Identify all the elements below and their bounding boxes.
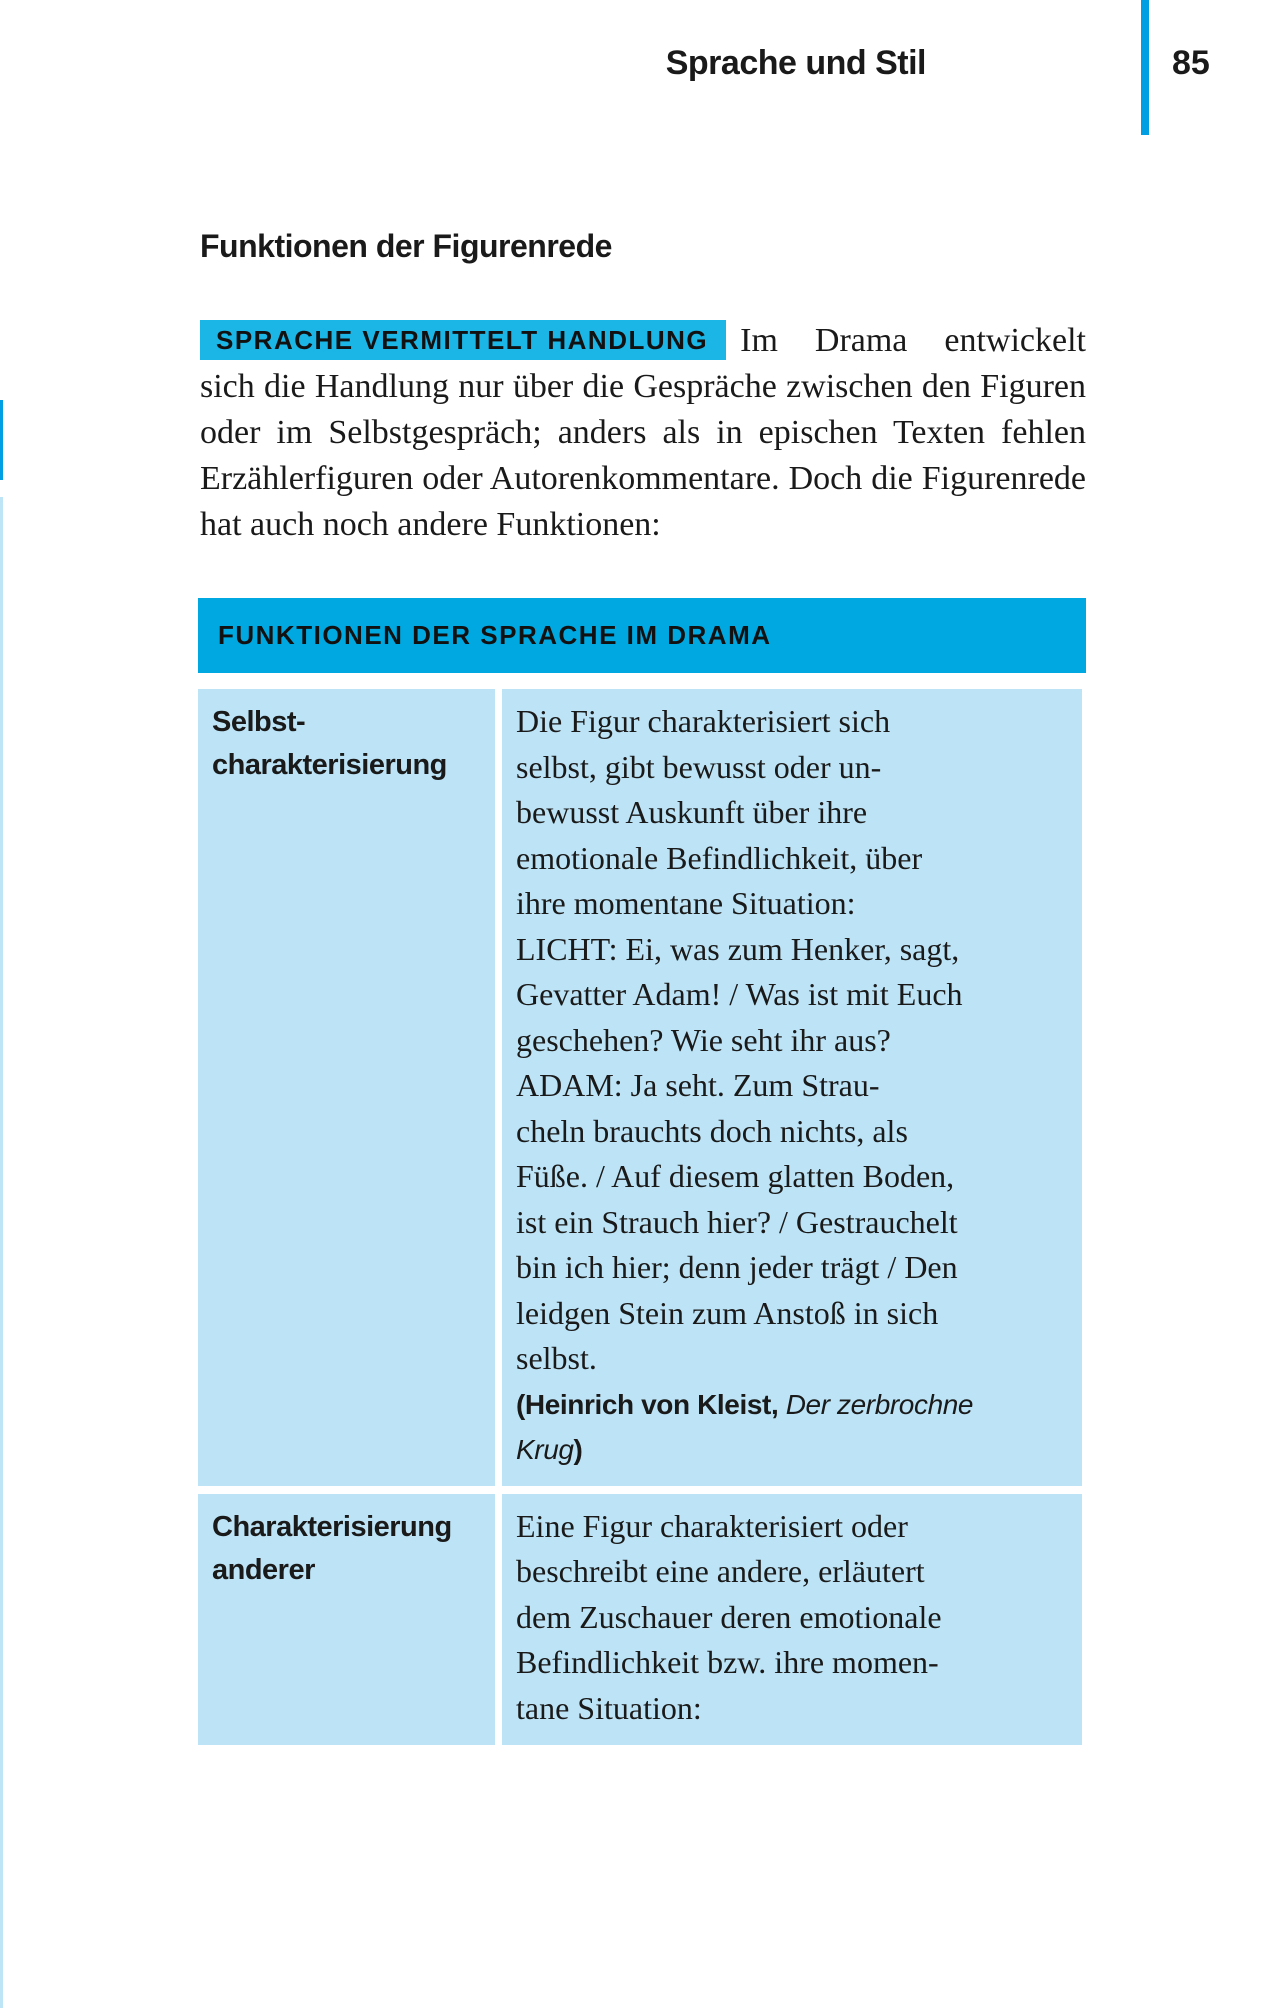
citation-author: (Heinrich von Kleist, (516, 1388, 786, 1420)
description-line: bewusst Auskunft über ihre (516, 794, 868, 830)
description-line: ihre momentane Situation: (516, 885, 856, 921)
description-line: emotionale Befindlichkeit, über (516, 839, 923, 876)
description-line: tane Situation: (516, 1689, 702, 1726)
quote-line: LICHT: Ei, was zum Henker, sagt, (516, 930, 960, 967)
functions-table (198, 598, 1086, 1745)
table-title: FUNKTIONEN DER SPRACHE IM DRAMA (198, 598, 1086, 673)
description-cell (502, 689, 1082, 1486)
table-row (198, 689, 1086, 1486)
description-line: Befindlichkeit bzw. ihre momen- (516, 1644, 939, 1680)
intro-tag: SPRACHE VERMITTELT HANDLUNG (200, 320, 726, 360)
quote-line: cheln brauchts doch nichts, als (516, 1112, 908, 1149)
quote-line: bin ich hier; denn jeder trägt / Den (516, 1249, 958, 1285)
term-cell (198, 1494, 495, 1746)
quote-line: selbst. (516, 1340, 597, 1376)
header-accent-rule (1141, 0, 1149, 135)
quote-line: geschehen? Wie seht ihr aus? (516, 1021, 891, 1058)
description-line: beschreibt eine andere, erläutert (516, 1553, 925, 1589)
quote-line: ist ein Strauch hier? / Gestrauchelt (516, 1203, 958, 1240)
term-line: charakterisierung (212, 749, 447, 781)
quote-line: ADAM: Ja seht. Zum Strau- (516, 1067, 880, 1103)
citation-work: Der zerbrochne (785, 1388, 974, 1420)
description-line: dem Zuschauer deren emotionale (516, 1598, 942, 1635)
running-title: Sprache und Stil (665, 44, 926, 82)
quote-line: leidgen Stein zum Anstoß in sich (516, 1294, 939, 1331)
intro-paragraph (200, 318, 1086, 548)
margin-light-bar (0, 497, 3, 2008)
term-line: Charakterisierung (212, 1510, 452, 1543)
section-heading: Funktionen der Figurenrede (200, 228, 612, 264)
quote-line: Füße. / Auf diesem glatten Boden, (516, 1158, 955, 1194)
description-line: Die Figur charakterisiert sich (516, 703, 891, 739)
quote-line: Gevatter Adam! / Was ist mit Euch (516, 976, 963, 1012)
term-cell (198, 689, 495, 1486)
intro-text: Im Drama entwickelt sich die Handlung nur über die Gespräche zwischen den Figuren oder im Selbstgespräch; anders als in epischen Texten fehlen Erzählerfiguren oder Autorenkommentare. Doch die Figurenrede hat auch noch andere Funktionen: (200, 322, 1086, 543)
term-line: Selbst- (212, 706, 306, 738)
description-line: Eine Figur charakterisiert oder (516, 1507, 908, 1544)
table-row (198, 1494, 1086, 1746)
citation-work: Krug (516, 1433, 574, 1465)
citation (516, 1382, 1072, 1427)
description-cell (502, 1494, 1082, 1746)
citation-continued (516, 1427, 1072, 1472)
margin-accent-bar (0, 400, 3, 480)
description-line: selbst, gibt bewusst oder un- (516, 748, 882, 785)
term-line: anderer (212, 1553, 315, 1586)
page-number: 85 (1172, 44, 1210, 82)
citation-suffix: ) (573, 1433, 583, 1465)
